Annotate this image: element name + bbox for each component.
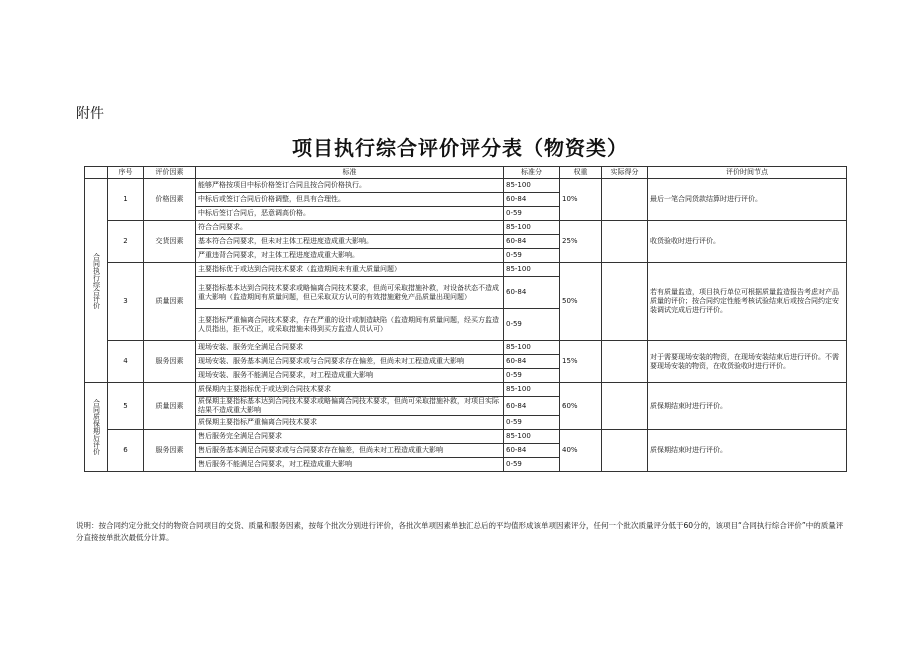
criterion-score: 0-59 bbox=[504, 309, 560, 341]
criterion-text: 主要指标优于或达到合同技术要求（监造期间未有重大质量问题） bbox=[196, 263, 504, 277]
criterion-text: 中标后或签订合同后价格调整，但具有合理性。 bbox=[196, 193, 504, 207]
criterion-text: 现场安装、服务基本满足合同要求或与合同要求存在偏差，但尚未对工程造成重大影响 bbox=[196, 355, 504, 369]
actual-score-cell[interactable] bbox=[602, 383, 648, 430]
criterion-score: 85-100 bbox=[504, 263, 560, 277]
criterion-text: 严重违背合同要求，对主体工程进度造成重大影响。 bbox=[196, 249, 504, 263]
factor-no: 2 bbox=[108, 221, 144, 263]
criterion-text: 现场安装、服务不能满足合同要求，对工程造成重大影响 bbox=[196, 369, 504, 383]
header-actual: 实际得分 bbox=[602, 167, 648, 179]
factor-time: 质保期结束时进行评价。 bbox=[648, 430, 847, 472]
header-score: 标准分 bbox=[504, 167, 560, 179]
actual-score-cell[interactable] bbox=[602, 430, 648, 472]
factor-name: 服务因素 bbox=[144, 341, 196, 383]
factor-no: 1 bbox=[108, 179, 144, 221]
factor-time: 若有质量监造，项目执行单位可根据质量监造报告考虑对产品质量的评价；按合同约定性能考核试验结束后或按合同约定安装调试完成后进行评价。 bbox=[648, 263, 847, 341]
factor-no: 3 bbox=[108, 263, 144, 341]
header-factor: 评价因素 bbox=[144, 167, 196, 179]
factor-weight: 60% bbox=[560, 383, 602, 430]
factor-weight: 10% bbox=[560, 179, 602, 221]
criterion-text: 质保期主要指标基本达到合同技术要求或略偏离合同技术要求，但尚可采取措施补救，对项目实际结果不造成重大影响 bbox=[196, 397, 504, 416]
header-standard: 标准 bbox=[196, 167, 504, 179]
phase-cell bbox=[85, 179, 108, 383]
criterion-text: 售后服务基本满足合同要求或与合同要求存在偏差，但尚未对工程造成重大影响 bbox=[196, 444, 504, 458]
actual-score-cell[interactable] bbox=[602, 221, 648, 263]
factor-no: 5 bbox=[108, 383, 144, 430]
criterion-text: 能够严格按项目中标价格签订合同且按合同价格执行。 bbox=[196, 179, 504, 193]
remark-note: 说明：按合同约定分批交付的物资合同项目的交货、质量和服务因素，按每个批次分别进行评价，各批次单项因素单独汇总后的平均值形成该单项因素评分，任何一个批次质量评分低于60分的，该项目“合同执行综合评价”中的质量评分直接按单批次最低分计算。 bbox=[76, 521, 844, 542]
factor-time: 对于需要现场安装的物资，在现场安装结束后进行评价。不需要现场安装的物资，在收货验收时进行评价。 bbox=[648, 341, 847, 383]
criterion-text: 基本符合合同要求，但未对主体工程进度造成重大影响。 bbox=[196, 235, 504, 249]
criterion-text: 售后服务不能满足合同要求，对工程造成重大影响 bbox=[196, 458, 504, 472]
phase-label: 合同执行综合评价 bbox=[92, 252, 101, 309]
criterion-score: 0-59 bbox=[504, 416, 560, 430]
header-row bbox=[85, 167, 847, 179]
table-row bbox=[85, 263, 847, 277]
factor-weight: 15% bbox=[560, 341, 602, 383]
header-time: 评价时间节点 bbox=[648, 167, 847, 179]
criterion-score: 85-100 bbox=[504, 341, 560, 355]
table-row bbox=[85, 383, 847, 397]
criterion-score: 85-100 bbox=[504, 430, 560, 444]
criterion-text: 主要指标基本达到合同技术要求或略偏离合同技术要求，但尚可采取措施补救，对设备状态不造成重大影响（监造期间有质量问题，但已采取双方认可的有效措施避免产品质量出现问题） bbox=[196, 277, 504, 309]
factor-no: 6 bbox=[108, 430, 144, 472]
header-no: 序号 bbox=[108, 167, 144, 179]
criterion-text: 中标后签订合同后，恶意调高价格。 bbox=[196, 207, 504, 221]
factor-name: 价格因素 bbox=[144, 179, 196, 221]
evaluation-table bbox=[84, 166, 847, 472]
factor-name: 服务因素 bbox=[144, 430, 196, 472]
factor-weight: 50% bbox=[560, 263, 602, 341]
criterion-score: 85-100 bbox=[504, 383, 560, 397]
criterion-score: 60-84 bbox=[504, 444, 560, 458]
table-row bbox=[85, 179, 847, 193]
factor-time: 最后一笔合同货款结算时进行评价。 bbox=[648, 179, 847, 221]
criterion-score: 85-100 bbox=[504, 179, 560, 193]
criterion-score: 60-84 bbox=[504, 277, 560, 309]
criterion-score: 85-100 bbox=[504, 221, 560, 235]
criterion-score: 0-59 bbox=[504, 207, 560, 221]
criterion-score: 0-59 bbox=[504, 369, 560, 383]
criterion-text: 质保期内主要指标优于或达到合同技术要求 bbox=[196, 383, 504, 397]
header-weight: 权重 bbox=[560, 167, 602, 179]
table-row bbox=[85, 341, 847, 355]
actual-score-cell[interactable] bbox=[602, 179, 648, 221]
criterion-score: 0-59 bbox=[504, 249, 560, 263]
factor-name: 交货因素 bbox=[144, 221, 196, 263]
phase-label: 合同质保期后评价 bbox=[92, 399, 101, 455]
factor-weight: 40% bbox=[560, 430, 602, 472]
actual-score-cell[interactable] bbox=[602, 263, 648, 341]
criterion-text: 质保期主要指标严重偏离合同技术要求 bbox=[196, 416, 504, 430]
attachment-label: 附件 bbox=[76, 106, 104, 122]
criterion-score: 60-84 bbox=[504, 235, 560, 249]
criterion-score: 0-59 bbox=[504, 458, 560, 472]
factor-time: 质保期结束时进行评价。 bbox=[648, 383, 847, 430]
factor-name: 质量因素 bbox=[144, 383, 196, 430]
table-row bbox=[85, 221, 847, 235]
factor-no: 4 bbox=[108, 341, 144, 383]
factor-name: 质量因素 bbox=[144, 263, 196, 341]
phase-cell bbox=[85, 383, 108, 472]
factor-weight: 25% bbox=[560, 221, 602, 263]
criterion-text: 现场安装、服务完全满足合同要求 bbox=[196, 341, 504, 355]
criterion-text: 售后服务完全满足合同要求 bbox=[196, 430, 504, 444]
criterion-text: 主要指标严重偏离合同技术要求，存在严重的设计或制造缺陷（监造期间有质量问题，经买方监造人员指出，拒不改正，或采取措施未得到买方监造人员认可） bbox=[196, 309, 504, 341]
criterion-score: 60-84 bbox=[504, 397, 560, 416]
table-row bbox=[85, 430, 847, 444]
actual-score-cell[interactable] bbox=[602, 341, 648, 383]
criterion-score: 60-84 bbox=[504, 355, 560, 369]
criterion-score: 60-84 bbox=[504, 193, 560, 207]
criterion-text: 符合合同要求。 bbox=[196, 221, 504, 235]
factor-time: 收货验收时进行评价。 bbox=[648, 221, 847, 263]
document-title: 项目执行综合评价评分表（物资类） bbox=[292, 136, 628, 160]
header-phase bbox=[85, 167, 108, 179]
